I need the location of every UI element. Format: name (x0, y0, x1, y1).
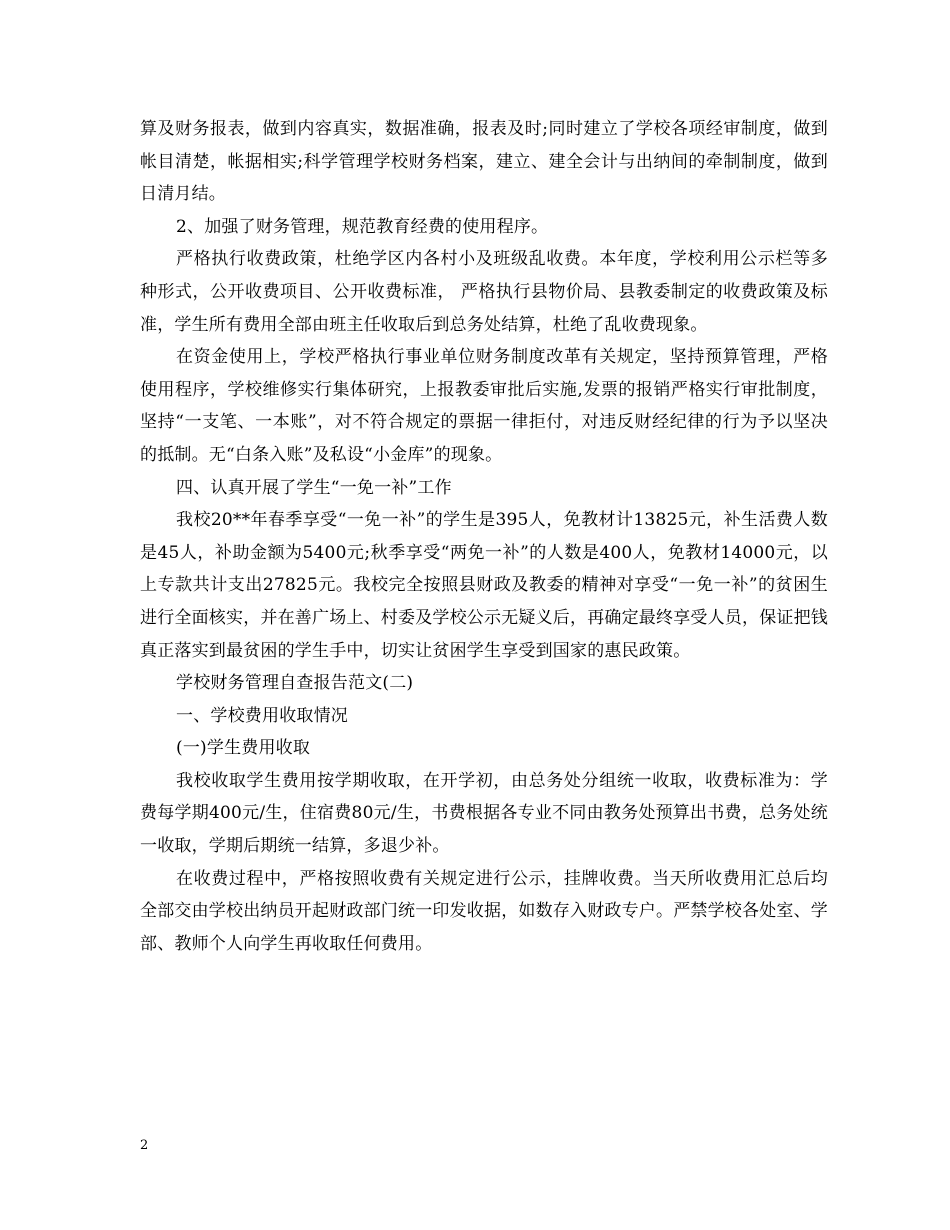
section-heading-4: 四、认真开展了学生“一免一补”工作 (176, 477, 452, 498)
section-heading-1: 一、学校费用收取情况 (176, 705, 348, 726)
paragraph-1: 算及财务报表，做到内容真实，数据准确，报表及时;同时建立了学校各项经审制度，做到帐目清楚，帐据相实;科学管理学校财务档案，建立、建全会计与出纳间的牵制制度，做到日清月结。 (140, 119, 828, 205)
paragraph-4: 在资金使用上，学校严格执行事业单位财务制度改革有关规定，坚持预算管理，严格使用程序，学校维修实行集体研究，上报教委审批后实施,发票的报销严格实行审批制度，坚持“一支笔、一本账”，对不符合规定的票据一律拒付，对违反财经纪律的行为予以坚决的抵制。无“白条入账”及私设“小金库”的现象。 (140, 347, 828, 465)
paragraph-10: 我校收取学生费用按学期收取，在开学初，由总务处分组统一收取，收费标准为：学费每学期400元/生，住宿费80元/生，书费根据各专业不同由教务处预算出书费，总务处统一收取，学期后期统一结算，多退少补。 (140, 770, 828, 857)
paragraph-6: 我校20**年春季享受“一免一补”的学生是395人，免教材计13825元，补生活费人数是45人，补助金额为5400元;秋季享受“两免一补”的人数是400人，免教材14000元，以上专款共计支出27825元。我校完全按照县财政及教委的精神对享受“一免一补”的贫困生进行全面核实，并在善广场上、村委及学校公示无疑义后，再确定最终享受人员，保证把钱真正落实到最贫困的学生手中，切实让贫困学生享受到国家的惠民政策。 (140, 510, 828, 661)
paragraph-2: 2、加强了财务管理，规范教育经费的使用程序。 (176, 216, 549, 237)
page-number: 2 (140, 1138, 149, 1153)
paragraph-3: 严格执行收费政策，杜绝学区内各村小及班级乱收费。本年度，学校利用公示栏等多种形式，公开收费项目、公开收费标准， 严格执行县物价局、县教委制定的收费政策及标准，学生所有费用全部由班主任收取后到总务处结算，杜绝了乱收费现象。 (140, 249, 828, 335)
page-body (140, 113, 828, 960)
paragraph-11: 在收费过程中，严格按照收费有关规定进行公示，挂牌收费。当天所收费用汇总后均全部交由学校出纳员开起财政部门统一印发收据，如数存入财政专户。严禁学校各处室、学部、教师个人向学生再收取任何费用。 (140, 868, 828, 954)
subsection-heading-1: (一)学生费用收取 (176, 738, 311, 759)
article-title-2: 学校财务管理自查报告范文(二) (176, 673, 414, 694)
